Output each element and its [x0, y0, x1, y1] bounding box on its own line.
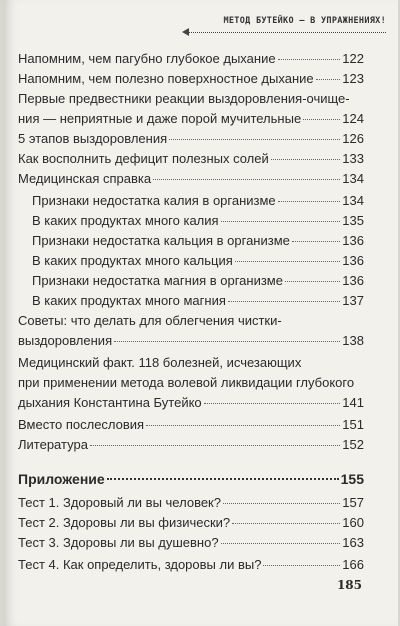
dot-leader — [107, 478, 339, 480]
toc-entry — [18, 312, 364, 330]
dot-leader — [278, 59, 341, 60]
entry-title: В каких продуктах много магния — [32, 293, 226, 308]
dot-leader — [278, 201, 341, 202]
toc-entry — [18, 416, 364, 434]
toc-entry — [18, 50, 364, 68]
toc-entry — [18, 110, 364, 128]
toc-entry — [18, 70, 364, 88]
entry-page-number: 166 — [342, 557, 364, 572]
entry-page-number: 157 — [342, 495, 364, 510]
running-head-title: МЕТОД БУТЕЙКО – В УПРАЖНЕНИЯХ! — [223, 16, 386, 26]
dot-leader — [146, 425, 340, 426]
dotted-rule — [189, 32, 386, 33]
toc-entry — [18, 170, 364, 188]
toc-entry — [32, 232, 364, 250]
arrow-left-icon — [182, 28, 189, 36]
dot-leader — [153, 179, 340, 180]
dot-leader — [90, 445, 340, 446]
entry-title: 5 этапов выздоровления — [18, 131, 168, 146]
dot-leader — [114, 341, 340, 342]
page-number: 185 — [336, 578, 362, 592]
toc-entry — [18, 514, 364, 532]
entry-title: Приложение — [18, 471, 105, 487]
entry-page-number: 133 — [342, 151, 364, 166]
entry-title: Напомним, чем пагубно глубокое дыхание — [18, 51, 276, 66]
toc-entry — [18, 374, 364, 392]
dot-leader — [235, 261, 341, 262]
dot-leader — [285, 281, 340, 282]
toc-entry — [18, 90, 364, 108]
entry-page-number: 136 — [342, 273, 364, 288]
toc-entry — [18, 394, 364, 412]
dot-leader — [303, 119, 340, 120]
toc-entry — [18, 534, 364, 552]
entry-page-number: 151 — [342, 417, 364, 432]
entry-title: Признаки недостатка калия в организме — [32, 193, 276, 208]
entry-title: Тест 4. Как определить, здоровы ли вы? — [18, 557, 262, 572]
toc-entry — [18, 130, 364, 148]
dot-leader — [221, 221, 341, 222]
toc-entry — [32, 292, 364, 310]
entry-page-number: 163 — [342, 535, 364, 550]
entry-title: Тест 1. Здоровый ли вы человек? — [18, 495, 221, 510]
dot-leader — [292, 241, 340, 242]
entry-title: Литература — [18, 437, 88, 452]
entry-page-number: 160 — [342, 515, 364, 530]
dot-leader — [232, 523, 340, 524]
entry-title: Медицинский факт. 118 болезней, исчезающих — [18, 355, 302, 370]
entry-page-number: 134 — [342, 171, 364, 186]
book-page — [4, 0, 398, 626]
entry-title: Тест 3. Здоровы ли вы душевно? — [18, 535, 219, 550]
entry-title: Первые предвестники реакции выздоровления-очище- — [18, 91, 350, 106]
entry-title: Признаки недостатка магния в организме — [32, 273, 283, 288]
entry-page-number: 152 — [342, 437, 364, 452]
toc-entry — [32, 192, 364, 210]
entry-page-number: 155 — [340, 471, 364, 487]
entry-title: Вместо послесловия — [18, 417, 145, 432]
entry-title: Как восполнить дефицит полезных солей — [18, 151, 269, 166]
dot-leader — [271, 159, 341, 160]
entry-title: Тест 2. Здоровы ли вы физически? — [18, 515, 231, 530]
dot-leader — [223, 503, 340, 504]
toc-entry — [18, 556, 364, 574]
entry-page-number: 141 — [342, 395, 364, 410]
entry-title: Признаки недостатка кальция в организме — [32, 233, 290, 248]
toc-entry — [32, 212, 364, 230]
entry-title: Напомним, чем полезно поверхностное дыхание — [18, 71, 314, 86]
entry-title: Медицинская справка — [18, 171, 152, 186]
entry-page-number: 124 — [342, 111, 364, 126]
entry-page-number: 138 — [342, 333, 364, 348]
entry-title: дыхания Константина Бутейко — [18, 395, 202, 410]
appendix-heading — [18, 470, 364, 488]
entry-page-number: 134 — [342, 193, 364, 208]
entry-title: выздоровления — [18, 333, 113, 348]
dot-leader — [228, 301, 340, 302]
entry-title: ния — неприятные и даже порой мучительные — [18, 111, 302, 126]
entry-title: В каких продуктах много кальция — [32, 253, 233, 268]
dot-leader — [169, 139, 340, 140]
entry-page-number: 136 — [342, 233, 364, 248]
dot-leader — [316, 79, 341, 80]
entry-page-number: 135 — [342, 213, 364, 228]
entry-page-number: 122 — [342, 51, 364, 66]
toc-entry — [18, 494, 364, 512]
entry-title: при применении метода волевой ликвидации глубокого — [18, 375, 355, 390]
entry-page-number: 136 — [342, 253, 364, 268]
entry-page-number: 123 — [342, 71, 364, 86]
entry-title: В каких продуктах много калия — [32, 213, 219, 228]
dot-leader — [221, 543, 341, 544]
toc-entry — [18, 354, 364, 372]
entry-page-number: 126 — [342, 131, 364, 146]
toc-entry — [18, 332, 364, 350]
running-head — [14, 16, 386, 42]
entry-title: Советы: что делать для облегчения чистки- — [18, 313, 282, 328]
dot-leader — [263, 565, 340, 566]
toc-entry — [18, 436, 364, 454]
toc-entry — [18, 150, 364, 168]
toc-entry — [32, 272, 364, 290]
toc-entry — [32, 252, 364, 270]
entry-page-number: 137 — [342, 293, 364, 308]
dot-leader — [204, 403, 341, 404]
